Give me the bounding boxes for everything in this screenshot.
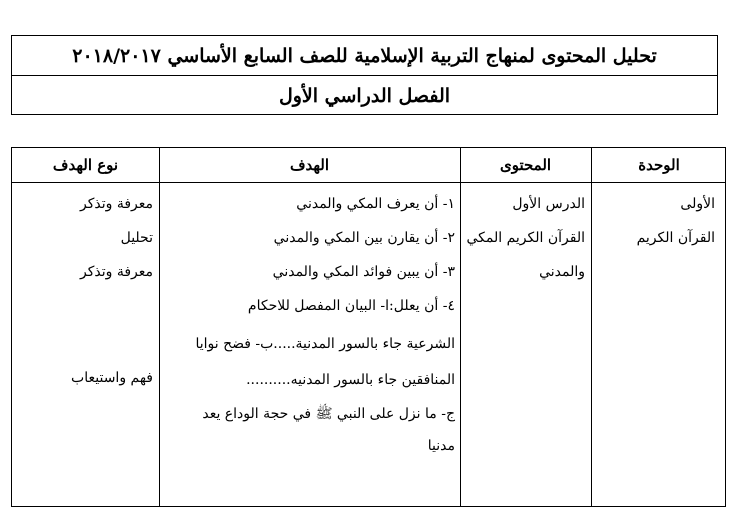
header-objective-type: نوع الهدف bbox=[52, 156, 119, 174]
header-unit: الوحدة bbox=[638, 156, 680, 174]
semester-title: الفصل الدراسي الأول bbox=[278, 84, 451, 107]
objective-line: ١- أن يعرف المكي والمدني bbox=[296, 196, 455, 212]
header-objective: الهدف bbox=[289, 156, 330, 174]
unit-name: القرآن الكريم bbox=[636, 230, 715, 246]
objective-type: معرفة وتذكر bbox=[79, 264, 153, 280]
content-analysis-table bbox=[11, 147, 726, 507]
column-divider bbox=[460, 148, 461, 506]
objective-line: ٣- أن يبين فوائد المكي والمدني bbox=[272, 264, 455, 280]
objective-type: تحليل bbox=[120, 230, 153, 246]
content-topic: القرآن الكريم المكي bbox=[466, 230, 585, 246]
objective-line: مدنيا bbox=[427, 438, 455, 454]
content-lesson: الدرس الأول bbox=[512, 196, 585, 212]
objective-type: معرفة وتذكر bbox=[79, 196, 153, 212]
column-divider bbox=[159, 148, 160, 506]
content-topic-cont: والمدني bbox=[539, 264, 585, 280]
header-divider bbox=[12, 182, 725, 183]
title-box bbox=[11, 35, 718, 115]
unit-number: الأولى bbox=[680, 196, 715, 212]
objective-line: الشرعية جاء بالسور المدنية.....ب- فضح نوايا bbox=[195, 336, 455, 352]
objective-line: المنافقين جاء بالسور المدنيه.......... bbox=[246, 372, 455, 388]
header-content: المحتوى bbox=[499, 156, 552, 174]
objective-type: فهم واستيعاب bbox=[71, 370, 153, 386]
column-divider bbox=[591, 148, 592, 506]
objective-line: ٢- أن يقارن بين المكي والمدني bbox=[273, 230, 455, 246]
document-title: تحليل المحتوى لمنهاج التربية الإسلامية للصف السابع الأساسي ٢٠١٨/٢٠١٧ bbox=[12, 36, 717, 76]
objective-line: ج- ما نزل على النبي ﷺ في حجة الوداع يعد bbox=[202, 406, 455, 422]
objective-line: ٤- أن يعلل:ا- البيان المفصل للاحكام bbox=[247, 298, 455, 314]
